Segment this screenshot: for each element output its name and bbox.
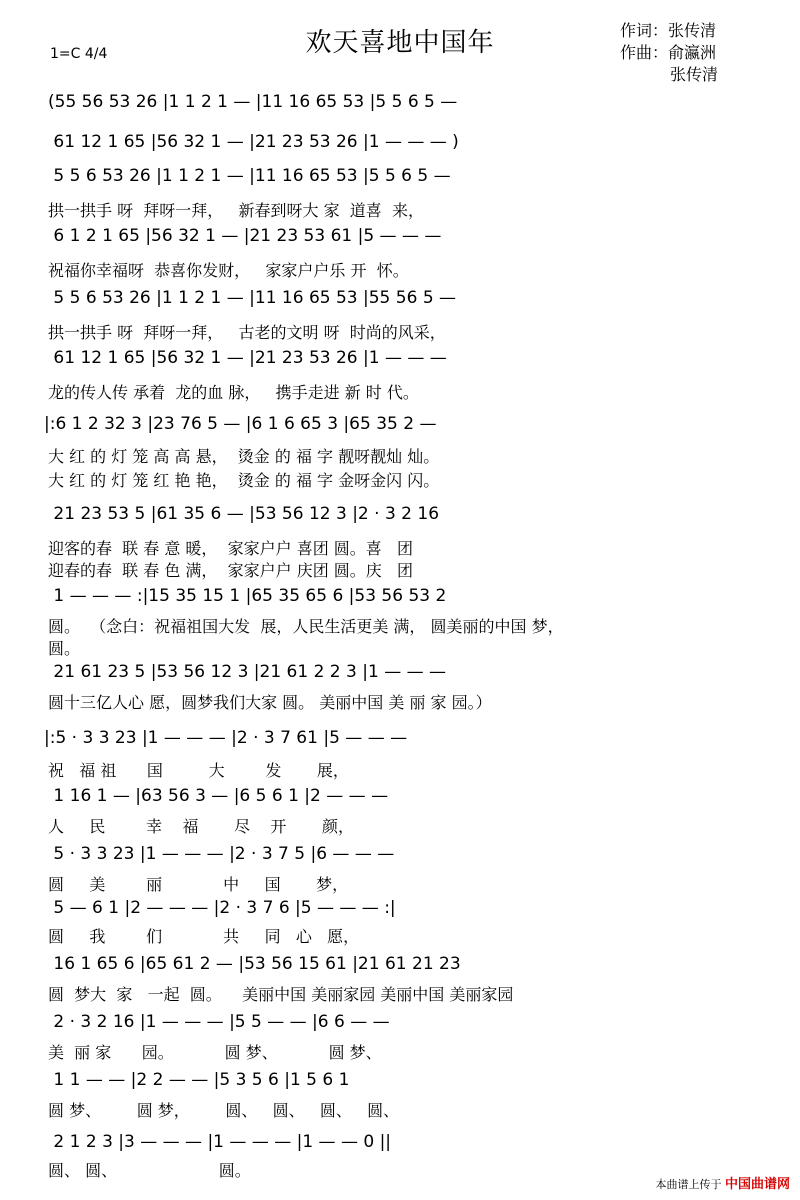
score-line-13-lyrics: 圆 美 丽 中 国 梦， xyxy=(48,875,349,894)
score-line-7-lyrics-2: 大 红 的 灯 笼 红 艳 艳， 烫金 的 福 字 金呀金闪 闪。 xyxy=(48,471,440,490)
score-line-9-lyrics-1: 圆。 （念白：祝福祖国大发 展，人民生活更美 满， 圆美丽的中国 梦， xyxy=(48,617,564,636)
footer-prefix: 本曲谱上传于 xyxy=(655,1178,722,1191)
score-line-1-notes: (55 56 53 26 |1 1 2 1 — |11 16 65 53 |5 5 6 5 — xyxy=(48,92,458,112)
composer-2: 张传清 xyxy=(670,65,719,84)
score-line-4-notes: 6 1 2 1 65 |56 32 1 — |21 23 53 61 |5 — — — xyxy=(48,226,442,246)
score-line-18-notes: 2 1 2 3 |3 — — — |1 — — — |1 — — 0 || xyxy=(48,1132,392,1152)
score-line-8-lyrics-2: 迎春的春 联 春 色 满， 家家户户 庆团 圆。庆 团 xyxy=(48,561,414,580)
score-line-15-notes: 16 1 65 6 |65 61 2 — |53 56 15 61 |21 61 21 23 xyxy=(48,954,461,974)
score-line-11-lyrics: 祝 福 祖 国 大 发 展， xyxy=(48,761,349,780)
score-line-10-lyrics: 圆十三亿人心 愿，圆梦我们大家 圆。 美丽中国 美 丽 家 园。） xyxy=(48,693,492,712)
site-logo[interactable]: 中国曲谱网 xyxy=(724,1177,790,1192)
score-line-12-notes: 1 16 1 — |63 56 3 — |6 5 6 1 |2 — — — xyxy=(48,786,389,806)
footer-credit xyxy=(655,1173,790,1192)
lyricist: 作词：张传清 xyxy=(620,21,717,40)
score-line-14-lyrics: 圆 我 们 共 同 心 愿， xyxy=(48,927,360,946)
composer: 作曲：俞瀛洲 xyxy=(620,43,717,62)
score-line-13-notes: 5 · 3 3 23 |1 — — — |2 · 3 7 5 |6 — — — xyxy=(48,844,395,864)
credits xyxy=(620,20,718,86)
score-line-17-lyrics: 圆 梦、 圆 梦， 圆、 圆、 圆、 圆、 xyxy=(48,1101,400,1120)
score-line-9-notes: 1 — — — :|15 35 15 1 |65 35 65 6 |53 56 53 2 xyxy=(48,586,447,606)
score-line-2-notes: 61 12 1 65 |56 32 1 — |21 23 53 26 |1 — — — ) xyxy=(48,132,459,152)
score-line-14-notes: 5 — 6 1 |2 — — — |2 · 3 7 6 |5 — — — :| xyxy=(48,898,396,918)
score-line-15-lyrics: 圆 梦大 家 一起 圆。 美丽中国 美丽家园 美丽中国 美丽家园 xyxy=(48,985,514,1004)
score-line-7-notes: |:6 1 2 32 3 |23 76 5 — |6 1 6 65 3 |65 35 2 — xyxy=(44,414,437,434)
key-signature: 1=C 4/4 xyxy=(50,46,108,62)
page-title: 欢天喜地中国年 xyxy=(305,28,495,58)
score-line-7-lyrics-1: 大 红 的 灯 笼 高 高 悬， 烫金 的 福 字 靓呀靓灿 灿。 xyxy=(48,447,440,466)
score-line-5-notes: 5 5 6 53 26 |1 1 2 1 — |11 16 65 53 |55 56 5 — xyxy=(48,288,457,308)
score-line-4-lyrics: 祝福你幸福呀 恭喜你发财， 家家户户乐 开 怀。 xyxy=(48,261,409,280)
score-line-6-notes: 61 12 1 65 |56 32 1 — |21 23 53 26 |1 — — — xyxy=(48,348,447,368)
score-line-8-lyrics-1: 迎客的春 联 春 意 暖， 家家户户 喜团 圆。喜 团 xyxy=(48,539,414,558)
score-line-9-lyrics-2: 圆。 xyxy=(48,639,81,658)
score-line-16-notes: 2 · 3 2 16 |1 — — — |5 5 — — |6 6 — — xyxy=(48,1012,390,1032)
score-line-6-lyrics: 龙的传人传 承着 龙的血 脉， 携手走进 新 时 代。 xyxy=(48,383,419,402)
score-line-17-notes: 1 1 — — |2 2 — — |5 3 5 6 |1 5 6 1 xyxy=(48,1070,350,1090)
score-line-18-lyrics: 圆、 圆、 圆。 xyxy=(48,1161,251,1180)
score-line-12-lyrics: 人 民 幸 福 尽 开 颜， xyxy=(48,817,355,836)
score-line-10-notes: 21 61 23 5 |53 56 12 3 |21 61 2 2 3 |1 — — — xyxy=(48,662,446,682)
score-line-8-notes: 21 23 53 5 |61 35 6 — |53 56 12 3 |2 · 3 2 16 xyxy=(48,504,440,524)
score-line-3-lyrics: 拱一拱手 呀 拜呀一拜， 新春到呀大 家 道喜 来， xyxy=(48,201,424,220)
score-line-16-lyrics: 美 丽 家 园。 圆 梦、 圆 梦、 xyxy=(48,1043,382,1062)
score-line-11-notes: |:5 · 3 3 23 |1 — — — |2 · 3 7 61 |5 — — — xyxy=(44,728,408,748)
score-line-5-lyrics: 拱一拱手 呀 拜呀一拜， 古老的文明 呀 时尚的风采， xyxy=(48,323,446,342)
score-line-3-notes: 5 5 6 53 26 |1 1 2 1 — |11 16 65 53 |5 5 6 5 — xyxy=(48,166,451,186)
